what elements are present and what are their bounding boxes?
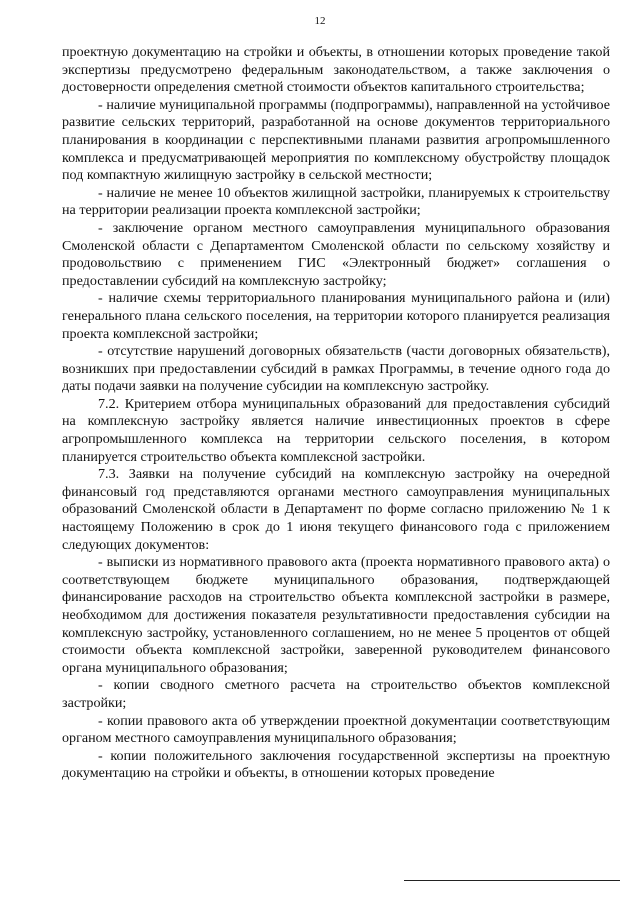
paragraph-agreement: - заключение органом местного самоуправления муниципального образования Смоленской области с Департаментом Смоленской области по сельскому хозяйству и продовольствию с применением ГИС «Электронный бюджет» соглашения о предоставлении субсидий на комплексную застройку; (62, 219, 610, 289)
paragraph-no-violations: - отсутствие нарушений договорных обязательств (части договорных обязательств), возникших при предоставлении субсидий в рамках Программы, в течение одного года до даты подачи заявки на получение субсидии на комплексную застройку. (62, 343, 610, 395)
paragraph-municipal-program: - наличие муниципальной программы (подпрограммы), направленной на устойчивое развитие сельских территорий, разработанной на основе документов территориального планирования в координации с перспективными планами развития агропромышленного комплекса и предусматривающей мероприятия по комплексному обустройству площадок под компактную жилищную застройку в сельской местности; (62, 96, 610, 184)
document-body (62, 44, 610, 783)
paragraph-housing-objects: - наличие не менее 10 объектов жилищной застройки, планируемых к строительству на территории реализации проекта комплексной застройки; (62, 184, 610, 219)
paragraph-expertise-copies: - копии положительного заключения государственной экспертизы на проектную документацию на стройки и объекты, в отношении которых проведение (62, 747, 610, 782)
paragraph-section-7-2: 7.2. Критерием отбора муниципальных образований для предоставления субсидий на комплексную застройку является наличие инвестиционных проектов в сфере агропромышленного комплекса на территории сельского поселения, в котором планируется строительство объекта комплексной застройки. (62, 395, 610, 465)
paragraph-estimate-copies: - копии сводного сметного расчета на строительство объектов комплексной застройки; (62, 677, 610, 711)
paragraph-section-7-3: 7.3. Заявки на получение субсидий на комплексную застройку на очередной финансовый год представляются органами местного самоуправления муниципальных образований Смоленской области в Департамент по форме согласно приложению № 1 к настоящему Положению в срок до 1 июня текущего финансового года с приложением следующих документов: (62, 466, 610, 553)
page-number: 12 (314, 15, 326, 27)
paragraph-budget-extract: - выписки из нормативного правового акта (проекта нормативного правового акта) о соответствующем бюджете муниципального образования, подтверждающей финансирование расходов на строительство объекта комплексной застройки в размере, необходимом для достижения показателя результативности предоставления субсидии на комплексную застройку, установленного соглашением, но не менее 5 процентов от общей стоимости объекта комплексной застройки, заверенной руководителем финансового органа муниципального образования; (62, 554, 610, 676)
paragraph-legal-act-copies: - копии правового акта об утверждении проектной документации соответствующим органом местного самоуправления муниципального образования; (62, 712, 610, 747)
footer-rule (404, 880, 620, 881)
paragraph-planning-scheme: - наличие схемы территориального планирования муниципального района и (или) генерального плана сельского поселения, на территории которого планируется реализация проекта комплексной застройки; (62, 290, 610, 342)
paragraph-continuation: проектную документацию на стройки и объекты, в отношении которых проведение такой экспертизы предусмотрено федеральным законодательством, а также заключения о достоверности определения сметной стоимости объектов капитального строительства; (62, 44, 610, 96)
